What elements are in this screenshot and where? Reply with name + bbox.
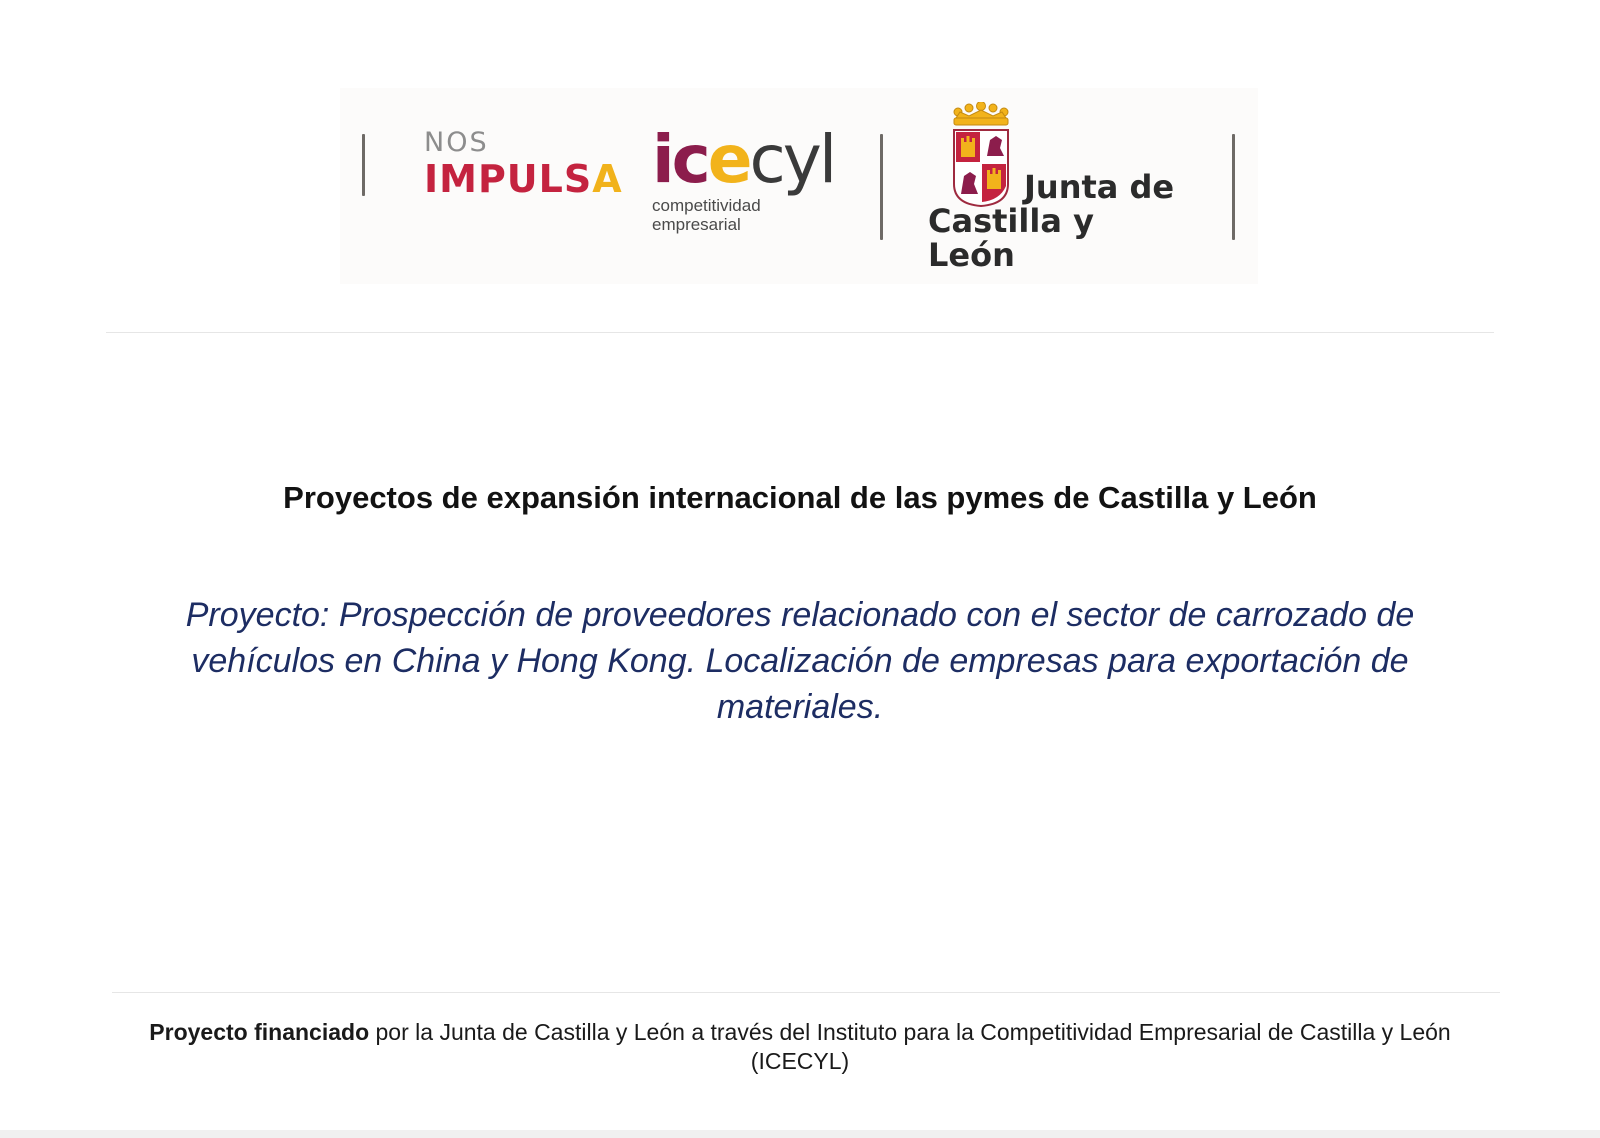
icecyl-ic: ic <box>652 121 708 198</box>
project-description: Proyecto: Prospección de proveedores relacionado con el sector de carrozado de vehículos en China y Hong Kong. Localización de empresas para exportación de materiales. <box>185 596 1415 726</box>
impulsa-main: IMPULS <box>424 157 593 201</box>
nos-impulsa-line2 <box>424 158 623 200</box>
icecyl-cyl: cyl <box>749 121 835 198</box>
logo-divider <box>1232 134 1235 240</box>
icecyl-wordmark <box>652 121 835 198</box>
document-heading: Proyectos de expansión internacional de las pymes de Castilla y León <box>283 480 1317 515</box>
funding-note-bold: Proyecto financiado <box>149 1019 370 1045</box>
bottom-strip <box>0 1130 1600 1138</box>
nos-impulsa-logo <box>424 128 623 200</box>
icecyl-tagline-1: competitividad <box>652 196 761 215</box>
junta-line1: Junta de <box>1024 168 1175 206</box>
logo-divider <box>880 134 883 240</box>
funding-note <box>100 1018 1500 1076</box>
footer-divider <box>112 992 1500 993</box>
funding-note-text: por la Junta de Castilla y León a través del Instituto para la Competitividad Empresarial de Castilla y León (ICECYL) <box>369 1019 1451 1074</box>
icecyl-logo <box>652 121 835 234</box>
header-divider <box>106 332 1494 333</box>
icecyl-e: e <box>707 121 750 198</box>
logo-divider <box>362 134 365 196</box>
nos-impulsa-line1: NOS <box>424 127 489 158</box>
icecyl-tagline-2: empresarial <box>652 215 741 234</box>
junta-logo-text <box>928 170 1178 272</box>
impulsa-last-letter: A <box>592 157 623 201</box>
junta-line2: Castilla y León <box>928 202 1094 274</box>
